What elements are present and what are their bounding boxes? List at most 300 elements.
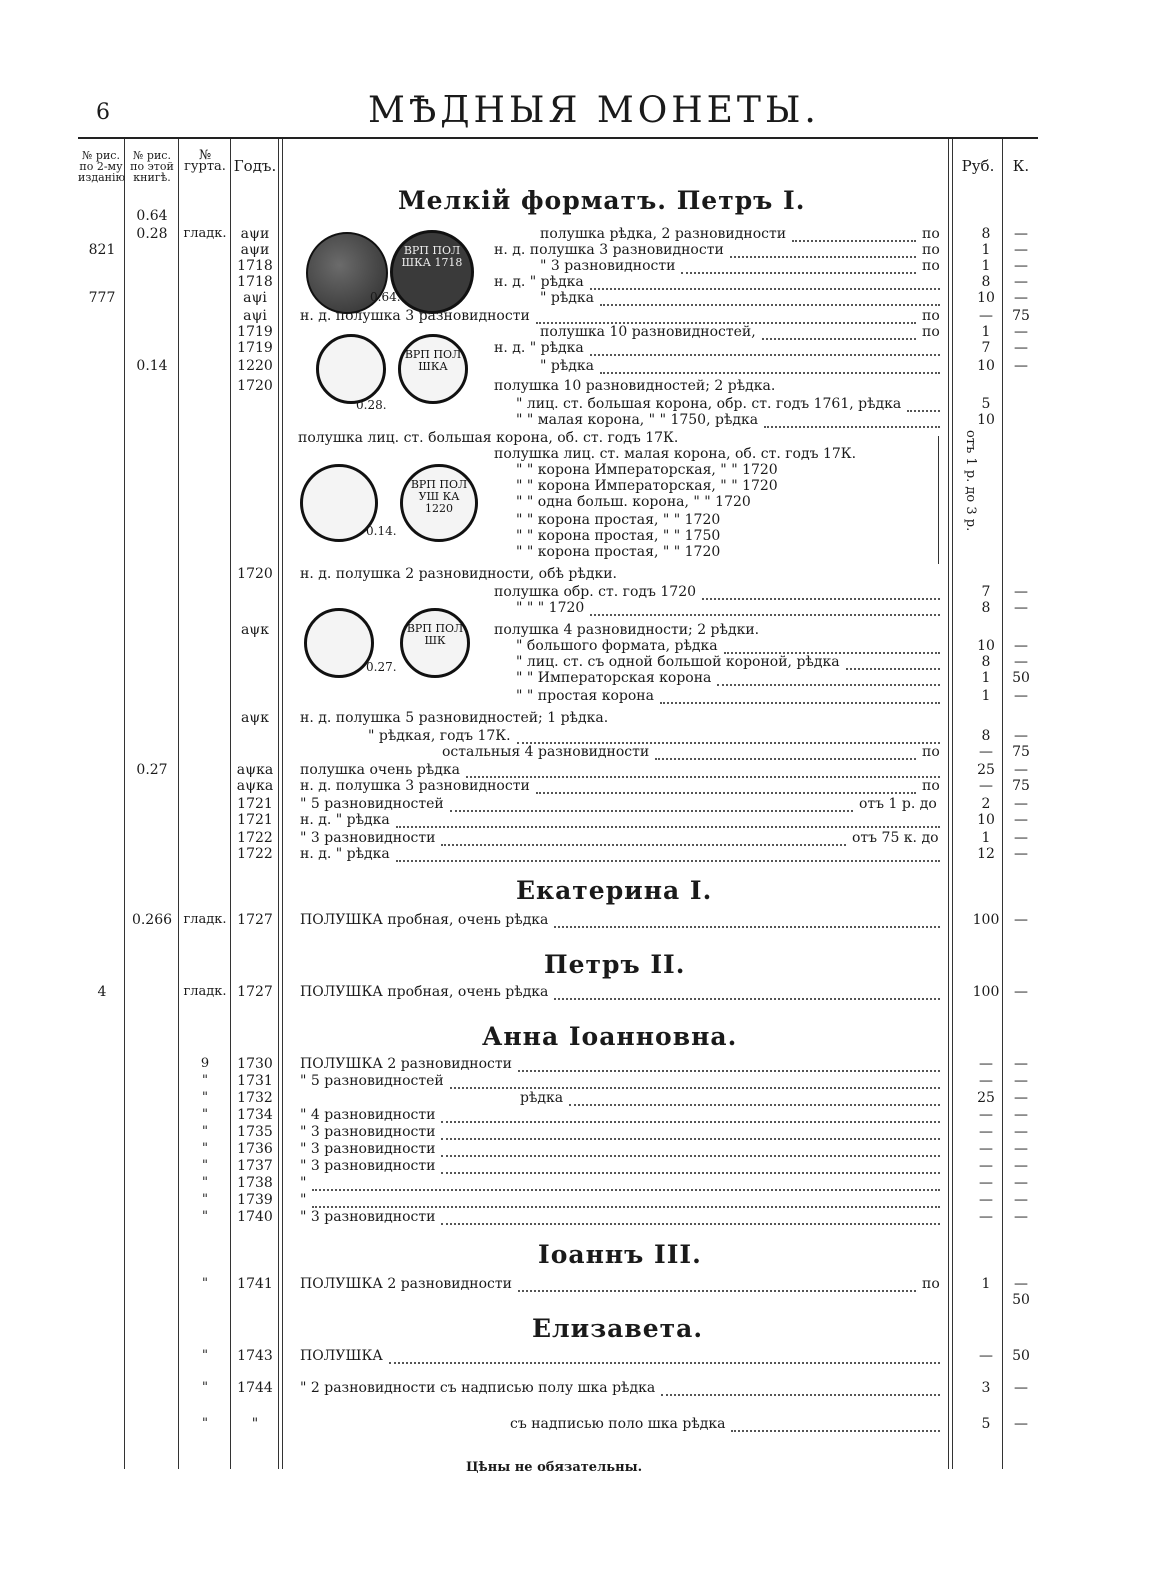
- description-cell: [540, 358, 594, 374]
- dot-leader: [600, 294, 940, 306]
- price-rubles: 1: [981, 324, 991, 340]
- price-rubles: 10: [977, 812, 995, 828]
- price-qualifier: по: [922, 226, 940, 242]
- description-cell: [516, 512, 720, 528]
- price-rubles: 8: [981, 274, 991, 290]
- dot-leader: [661, 1384, 940, 1396]
- header-col4: Годъ.: [233, 157, 277, 175]
- description-cell: [300, 812, 390, 828]
- year-cell: 1220: [237, 358, 273, 374]
- description-text: " 3 разновидности: [300, 1209, 436, 1225]
- dot-leader: [792, 230, 916, 242]
- price-kopecks: —: [1014, 226, 1028, 242]
- description-text: " большого формата, рѣдка: [516, 638, 718, 654]
- price-qualifier: по: [922, 324, 940, 340]
- column-rule: [948, 139, 949, 1469]
- description-cell: [300, 846, 390, 862]
- price-rubles: 10: [977, 290, 995, 306]
- year-cell: 1718: [237, 258, 273, 274]
- price-kopecks: 75: [1012, 778, 1030, 794]
- coin-obverse-eagle-icon: [304, 608, 374, 678]
- price-kopecks: —: [1014, 728, 1028, 744]
- description-text: полушка лиц. ст. малая корона, об. ст. годъ 17К.: [494, 446, 857, 462]
- description-cell: [540, 290, 594, 306]
- description-cell: [300, 1124, 435, 1140]
- price-kopecks: —: [1014, 290, 1028, 306]
- price-rubles: —: [979, 1073, 993, 1089]
- price-range-note: отъ 1 р. до 3 р.: [963, 430, 978, 532]
- coin-obverse-eagle-icon: [316, 334, 386, 404]
- year-cell: 1738: [237, 1175, 273, 1191]
- dot-leader: [731, 1420, 940, 1432]
- description-text: ПОЛУШКА пробная, очень рѣдка: [300, 984, 549, 1000]
- section-heading: Елизавета.: [532, 1314, 704, 1343]
- description-cell: [300, 778, 530, 794]
- figure-number-this-book: 0.266: [131, 912, 173, 928]
- year-cell: 1727: [237, 912, 273, 928]
- price-rubles: 8: [981, 654, 991, 670]
- year-cell: 1730: [237, 1056, 273, 1072]
- price-qualifier: по: [922, 744, 940, 760]
- price-kopecks: —: [1014, 1175, 1028, 1191]
- column-rule: [282, 139, 283, 1469]
- description-cell: [300, 710, 608, 726]
- description-cell: [494, 446, 856, 462]
- edge-number: ": [202, 1192, 208, 1207]
- edge-number: ": [202, 1124, 208, 1139]
- coin-caption: 0.28.: [356, 398, 387, 412]
- price-rubles: 8: [981, 226, 991, 242]
- price-rubles: 25: [977, 1090, 995, 1106]
- year-cell: 1731: [237, 1073, 273, 1089]
- year-cell: аψи: [240, 242, 270, 258]
- description-text: н. д. полушка 3 разновидности: [300, 778, 530, 794]
- price-qualifier: отъ 75 к. до: [852, 830, 939, 846]
- description-text: ПОЛУШКА: [300, 1348, 383, 1364]
- year-cell: 1734: [237, 1107, 273, 1123]
- dot-leader: [554, 988, 940, 1000]
- price-qualifier: по: [922, 308, 940, 324]
- dot-leader: [764, 416, 940, 428]
- price-rubles: —: [979, 1175, 993, 1191]
- bracket: [938, 436, 939, 564]
- figure-number-2nd-edition: 4: [97, 984, 107, 1000]
- description-text: " " корона Императорская, " " 1720: [516, 462, 778, 478]
- year-cell: 1735: [237, 1124, 273, 1140]
- price-kopecks: 50: [1012, 670, 1030, 686]
- description-text: остальныя 4 разновидности: [442, 744, 650, 760]
- description-text: " рѣдка: [540, 358, 595, 374]
- description-text: " 5 разновидностей: [300, 1073, 444, 1089]
- year-cell: 1740: [237, 1209, 273, 1225]
- description-text: н. д. полушка 3 разновидности: [494, 242, 724, 258]
- year-cell: 1736: [237, 1141, 273, 1157]
- price-rubles: —: [979, 1192, 993, 1208]
- price-rubles: 100: [972, 912, 1000, 928]
- coin-reverse-icon: ВРП ПОЛ УШ КА 1220: [400, 464, 478, 542]
- description-cell: [300, 1073, 444, 1089]
- description-cell: [540, 226, 786, 242]
- description-cell: [300, 1192, 306, 1208]
- coin-caption: 0.27.: [366, 660, 397, 674]
- price-rubles: 8: [981, 600, 991, 616]
- description-text: " " " 1720: [516, 600, 585, 616]
- description-text: " 3 разновидности: [300, 830, 436, 846]
- price-kopecks: —: [1014, 1380, 1028, 1396]
- year-cell: 1727: [237, 984, 273, 1000]
- description-text: " " корона простая, " " 1720: [516, 544, 721, 560]
- description-cell: [300, 308, 530, 324]
- description-cell: [300, 984, 548, 1000]
- description-cell: [510, 1416, 725, 1432]
- description-text: ПОЛУШКА пробная, очень рѣдка: [300, 912, 549, 928]
- price-qualifier: по: [922, 778, 940, 794]
- description-cell: [516, 654, 840, 670]
- description-cell: [494, 340, 584, 356]
- dot-leader: [518, 1060, 940, 1072]
- description-cell: [516, 494, 751, 510]
- year-cell: 1722: [237, 830, 273, 846]
- year-cell: аψі: [243, 308, 267, 324]
- description-text: " " Императорская корона: [516, 670, 712, 686]
- description-text: рѣдка: [520, 1090, 564, 1106]
- description-cell: [516, 670, 711, 686]
- edge-number: гладк.: [183, 912, 227, 927]
- header-col3: № гурта.: [184, 148, 226, 174]
- description-text: ПОЛУШКА 2 разновидности: [300, 1056, 512, 1072]
- price-kopecks: —: [1014, 1141, 1028, 1157]
- description-cell: [300, 1276, 512, 1292]
- figure-number-this-book: 0.64: [136, 208, 168, 224]
- description-cell: [300, 1141, 435, 1157]
- description-text: н. д. " рѣдка: [300, 812, 390, 828]
- price-kopecks: —: [1014, 242, 1028, 258]
- price-kopecks: —: [1014, 638, 1028, 654]
- price-rubles: 1: [981, 258, 991, 274]
- price-kopecks: —: [1014, 1124, 1028, 1140]
- description-cell: [298, 430, 678, 446]
- year-cell: 1720: [237, 378, 273, 394]
- year-cell: аψка: [236, 762, 274, 778]
- description-text: " " корона Императорская, " " 1720: [516, 478, 778, 494]
- description-cell: [300, 1380, 655, 1396]
- price-rubles: 8: [981, 728, 991, 744]
- edge-number: ": [202, 1141, 208, 1156]
- dot-leader: [441, 1213, 940, 1225]
- description-text: ": [300, 1175, 307, 1191]
- description-text: " 3 разновидности: [300, 1141, 436, 1157]
- dot-leader: [312, 1196, 940, 1208]
- price-rubles: —: [979, 1056, 993, 1072]
- price-qualifier: отъ 1 р. до: [859, 796, 937, 812]
- dot-leader: [466, 766, 940, 778]
- year-cell: аψка: [236, 778, 274, 794]
- dot-leader: [396, 850, 940, 862]
- description-cell: [494, 242, 724, 258]
- description-text: " 3 разновидности: [540, 258, 676, 274]
- price-rubles: 1: [981, 830, 991, 846]
- price-rubles: —: [979, 778, 993, 794]
- price-kopecks: —: [1014, 688, 1028, 704]
- price-rubles: 7: [981, 584, 991, 600]
- description-cell: [494, 584, 696, 600]
- dot-leader: [441, 1145, 940, 1157]
- year-cell: 1741: [237, 1276, 273, 1292]
- description-text: " 5 разновидностей: [300, 796, 444, 812]
- price-kopecks: —: [1014, 600, 1028, 616]
- description-cell: [520, 1090, 563, 1106]
- description-text: " 2 разновидности съ надписью полу шка рѣдка: [300, 1380, 656, 1396]
- description-text: " рѣдкая, годъ 17К.: [368, 728, 511, 744]
- column-rule: [952, 139, 953, 1469]
- description-text: полушка 4 разновидности; 2 рѣдки.: [494, 622, 760, 638]
- year-cell: аψі: [243, 290, 267, 306]
- price-kopecks: —: [1014, 274, 1028, 290]
- price-kopecks: —: [1014, 1192, 1028, 1208]
- header-rule: [78, 137, 1038, 139]
- description-cell: [300, 762, 460, 778]
- description-cell: [540, 258, 675, 274]
- price-kopecks: 50: [1012, 1348, 1030, 1364]
- price-kopecks: —: [1014, 846, 1028, 862]
- coin-caption: 0.64.: [370, 290, 401, 304]
- price-kopecks: —: [1014, 340, 1028, 356]
- description-cell: [494, 622, 759, 638]
- description-cell: [494, 378, 775, 394]
- coin-caption: 0.14.: [366, 524, 397, 538]
- price-rubles: —: [979, 1158, 993, 1174]
- description-text: н. д. " рѣдка: [300, 846, 390, 862]
- description-text: полушка очень рѣдка: [300, 762, 460, 778]
- edge-number: ": [202, 1107, 208, 1122]
- dot-leader: [441, 1128, 940, 1140]
- price-rubles: 7: [981, 340, 991, 356]
- price-rubles: 5: [981, 1416, 991, 1432]
- description-cell: [540, 324, 756, 340]
- figure-number-this-book: 0.28: [136, 226, 168, 242]
- section-heading: Іоаннъ III.: [538, 1240, 702, 1269]
- coin-reverse-icon: ВРП ПОЛ ШКА: [398, 334, 468, 404]
- description-text: н. д. полушка 2 разновидности, обѣ рѣдки.: [300, 566, 617, 582]
- price-kopecks: —: [1014, 358, 1028, 374]
- price-rubles: —: [979, 1107, 993, 1123]
- description-cell: [300, 1348, 383, 1364]
- year-cell: 1719: [237, 340, 273, 356]
- year-cell: 1720: [237, 566, 273, 582]
- price-rubles: —: [979, 744, 993, 760]
- price-kopecks: —: [1014, 830, 1028, 846]
- description-text: полушка 10 разновидностей,: [540, 324, 756, 340]
- description-cell: [300, 1158, 435, 1174]
- section-heading: Мелкій форматъ. Петръ I.: [398, 186, 806, 215]
- dot-leader: [554, 916, 940, 928]
- dot-leader: [846, 658, 940, 670]
- description-cell: [300, 830, 435, 846]
- year-cell: 1744: [237, 1380, 273, 1396]
- figure-number-2nd-edition: 821: [88, 242, 116, 258]
- price-kopecks: 75: [1012, 308, 1030, 324]
- dot-leader: [441, 834, 846, 846]
- description-text: " 3 разновидности: [300, 1158, 436, 1174]
- description-text: " " корона простая, " " 1720: [516, 512, 721, 528]
- price-kopecks: —: [1014, 584, 1028, 600]
- description-text: " рѣдка: [540, 290, 595, 306]
- description-cell: [516, 412, 758, 428]
- price-rubles: 3: [981, 1380, 991, 1396]
- description-text: " лиц. ст. съ одной большой короной, рѣдка: [516, 654, 840, 670]
- header-rub: Руб.: [961, 157, 995, 175]
- price-rubles: —: [979, 1124, 993, 1140]
- dot-leader: [590, 604, 940, 616]
- footer-note: Цѣны не обязательны.: [466, 1460, 643, 1475]
- description-cell: [516, 396, 901, 412]
- section-heading: Екатерина I.: [516, 876, 713, 905]
- year-cell: 1737: [237, 1158, 273, 1174]
- column-rule: [124, 139, 125, 1469]
- price-kopecks: —: [1014, 1107, 1028, 1123]
- price-qualifier: по: [922, 1276, 940, 1292]
- year-cell: ": [251, 1416, 259, 1432]
- price-rubles: 1: [981, 1276, 991, 1292]
- description-cell: [516, 528, 720, 544]
- year-cell: аψк: [240, 710, 270, 726]
- description-cell: [516, 600, 584, 616]
- description-cell: [300, 1209, 435, 1225]
- description-text: " 3 разновидности: [300, 1124, 436, 1140]
- year-cell: 1718: [237, 274, 273, 290]
- price-rubles: 10: [977, 412, 995, 428]
- price-kopecks: —: [1014, 324, 1028, 340]
- edge-number: ": [202, 1416, 208, 1431]
- year-cell: 1721: [237, 812, 273, 828]
- price-kopecks: —: [1014, 1073, 1028, 1089]
- price-rubles: 100: [972, 984, 1000, 1000]
- price-kopecks: —: [1014, 984, 1028, 1000]
- description-text: " " малая корона, " " 1750, рѣдка: [516, 412, 759, 428]
- price-kopecks: —: [1014, 1209, 1028, 1225]
- edge-number: ": [202, 1175, 208, 1190]
- price-kopecks: —: [1014, 912, 1028, 928]
- price-qualifier: по: [922, 258, 940, 274]
- description-text: н. д. " рѣдка: [494, 274, 584, 290]
- description-text: н. д. полушка 5 разновидностей; 1 рѣдка.: [300, 710, 609, 726]
- edge-number: ": [202, 1380, 208, 1395]
- description-text: " " простая корона: [516, 688, 654, 704]
- price-kopecks: —: [1014, 258, 1028, 274]
- price-rubles: 12: [977, 846, 995, 862]
- figure-number-this-book: 0.14: [136, 358, 168, 374]
- edge-number: ": [202, 1073, 208, 1088]
- dot-leader: [660, 692, 940, 704]
- year-cell: 1722: [237, 846, 273, 862]
- description-cell: [300, 566, 617, 582]
- dot-leader: [600, 362, 940, 374]
- price-kopecks: —: [1014, 762, 1028, 778]
- price-kopecks: —: [1014, 812, 1028, 828]
- dot-leader: [312, 1179, 940, 1191]
- description-cell: [442, 744, 649, 760]
- price-qualifier: по: [922, 242, 940, 258]
- page-title: МѢДНЫЯ МОНЕТЫ.: [368, 90, 820, 131]
- description-text: полушка рѣдка, 2 разновидности: [540, 226, 787, 242]
- figure-number-2nd-edition: 777: [88, 290, 116, 306]
- description-text: " " одна больш. корона, " " 1720: [516, 494, 751, 510]
- dot-leader: [441, 1162, 940, 1174]
- price-rubles: 2: [981, 796, 991, 812]
- edge-number: гладк.: [183, 984, 227, 999]
- header-col2: № рис. по этой книгѣ.: [130, 149, 174, 184]
- price-rubles: 25: [977, 762, 995, 778]
- dot-leader: [907, 400, 940, 412]
- description-cell: [516, 638, 718, 654]
- coin-reverse-icon: ВРП ПОЛ ШК: [400, 608, 470, 678]
- dot-leader: [724, 642, 940, 654]
- description-text: ПОЛУШКА 2 разновидности: [300, 1276, 512, 1292]
- price-kopecks: —: [1014, 654, 1028, 670]
- price-rubles: 10: [977, 358, 995, 374]
- dot-leader: [517, 732, 940, 744]
- description-cell: [300, 1107, 435, 1123]
- price-kopecks: —: [1014, 1416, 1028, 1432]
- price-kopecks: —: [1014, 1056, 1028, 1072]
- price-rubles: 10: [977, 638, 995, 654]
- edge-number: ": [202, 1090, 208, 1105]
- year-cell: 1732: [237, 1090, 273, 1106]
- page-number: 6: [96, 100, 110, 125]
- dot-leader: [655, 748, 916, 760]
- dot-leader: [389, 1352, 940, 1364]
- section-heading: Анна Іоанновна.: [482, 1022, 738, 1051]
- dot-leader: [396, 816, 940, 828]
- dot-leader: [681, 262, 916, 274]
- dot-leader: [441, 1111, 940, 1123]
- dot-leader: [450, 800, 853, 812]
- coin-reverse-icon: ВРП ПОЛ ШКА 1718: [390, 230, 474, 314]
- edge-number: ": [202, 1348, 208, 1363]
- description-text: полушка лиц. ст. большая корона, об. ст. годъ 17К.: [298, 430, 679, 446]
- header-kop: К.: [1012, 157, 1030, 175]
- price-rubles: 1: [981, 688, 991, 704]
- price-kopecks: —: [1014, 796, 1028, 812]
- dot-leader: [536, 312, 916, 324]
- edge-number: 9: [200, 1056, 210, 1071]
- description-text: н. д. полушка 3 разновидности: [300, 308, 530, 324]
- description-cell: [300, 1056, 512, 1072]
- price-rubles: —: [979, 308, 993, 324]
- description-text: " 4 разновидности: [300, 1107, 436, 1123]
- price-rubles: 5: [981, 396, 991, 412]
- description-cell: [300, 912, 548, 928]
- description-text: н. д. " рѣдка: [494, 340, 584, 356]
- description-cell: [300, 1175, 306, 1191]
- description-cell: [516, 544, 720, 560]
- dot-leader: [590, 344, 940, 356]
- description-text: съ надписью поло шка рѣдка: [510, 1416, 726, 1432]
- header-col1: № рис. по 2-му изданію: [78, 149, 126, 184]
- dot-leader: [730, 246, 916, 258]
- dot-leader: [717, 674, 940, 686]
- column-rule: [178, 139, 179, 1469]
- description-text: " " корона простая, " " 1750: [516, 528, 721, 544]
- description-cell: [516, 688, 654, 704]
- year-cell: 1719: [237, 324, 273, 340]
- price-rubles: —: [979, 1141, 993, 1157]
- description-cell: [494, 274, 584, 290]
- year-cell: 1743: [237, 1348, 273, 1364]
- price-rubles: 1: [981, 670, 991, 686]
- dot-leader: [536, 782, 916, 794]
- description-cell: [300, 796, 444, 812]
